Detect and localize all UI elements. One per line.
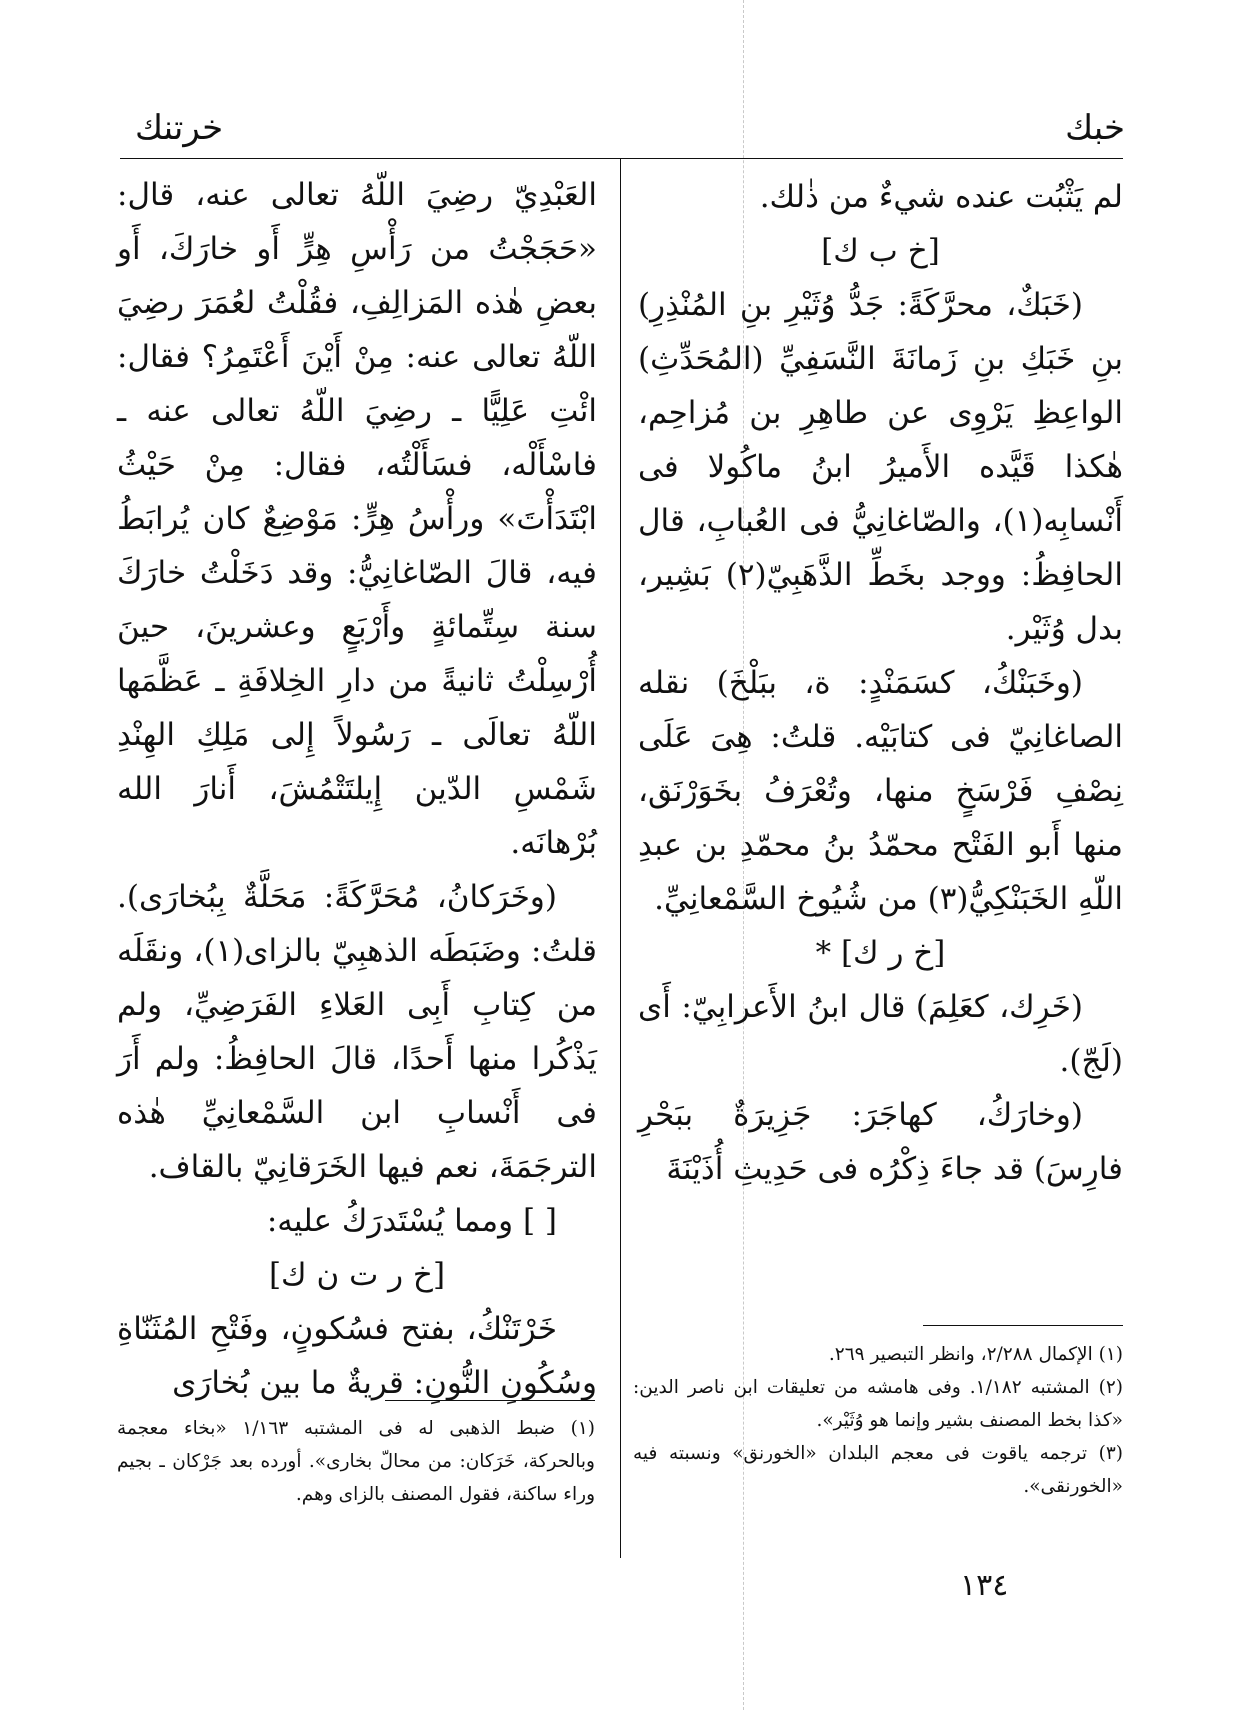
footnote: (٢) المشتبه ١/١٨٢. وفى هامشه من تعليقات ابن ناصر الدين: «كذا بخط المصنف بشير وإنما هو وُثَيْر». bbox=[633, 1377, 1123, 1431]
paragraph: (خَبَكٌ، محرَّكَةً: جَدُّ وُثَيْرِ بنِ المُنْذِرِ) بنِ خَبَكِ بنِ زَمانَةَ النَّسَفِيِّ (المُحَدِّثِ) الواعِظِ يَرْوِى عن طاهِرِ بن مُزاحِم، هٰكذا قَيَّده الأَميرُ ابنُ ماكُولا فى أَنْسابِه(١)، والصّاغانِيُّ فى العُبابِ، قال الحافِظُ: ووجد بخَطِّ الذَّهَبِيّ(٢) بَشِير، بدل وُثَيْر. bbox=[638, 287, 1123, 647]
asterisk-mark: * bbox=[815, 935, 832, 971]
footnote-rule-right bbox=[923, 1325, 1123, 1326]
footnote: (١) ضبط الذهبى له فى المشتبه ١/١٦٣ «بخاء معجمة وبالحركة، خَرَكان: من محالّ بخارى». أورده بعد جَرْكان ـ بجيم وراء ساكنة، فقول المصنف بالزاى وهم. bbox=[117, 1418, 595, 1505]
footnotes-left bbox=[117, 1412, 595, 1511]
paragraph: لم يَثْبُت عنده شيءٌ من ذٰلك. bbox=[759, 179, 1123, 215]
running-header-right: خبك bbox=[1065, 108, 1125, 148]
header-rule bbox=[120, 158, 1123, 159]
paragraph: (وخَبَنْكُ، كسَمَنْدٍ: ة، ببَلْخَ) نقله الصاغانِيّ فى كتابَيْه. قلتُ: هِىَ عَلَى نِصْفِ فَرْسَخٍ منها، وتُعْرَفُ بخَوَرْنَق، منها أَبو الفَتْح محمّدُ بنُ محمّدِ بن عبدِ اللّهِ الخَبَنْكِيُّ(٣) من شُيُوخ السَّمْعانِيِّ. bbox=[638, 665, 1123, 917]
heading-text: [خ ر ك] bbox=[840, 935, 946, 971]
paragraph: (وخارَكُ، كهاجَرَ: جَزِيرَةٌ ببَحْرِ فارِسَ) قد جاءَ ذِكْرُه فى حَدِيثِ أُذَيْنَةَ bbox=[638, 1097, 1123, 1187]
footnote: (٣) ترجمه ياقوت فى معجم البلدان «الخورنق» ونسبته فيه «الخورنقى». bbox=[633, 1443, 1123, 1497]
running-header-left: خرتنك bbox=[135, 108, 224, 148]
left-column bbox=[117, 168, 597, 1410]
footnote: (١) الإكمال ٢/٢٨٨، وانظر التبصير ٢٦٩. bbox=[828, 1344, 1123, 1365]
heading-text: [خ ر ت ن ك] bbox=[268, 1257, 446, 1293]
entry-heading bbox=[638, 224, 1123, 278]
paragraph: خَرْتَنْكُ، بفتح فسُكونٍ، وفَتْحِ المُثَنّاةِ وسُكُونِ النُّونِ: قريةٌ ما بين بُخارَى bbox=[117, 1311, 597, 1401]
paragraph: العَبْدِيّ رضِيَ اللّهُ تعالى عنه، قال: «حَجَجْتُ من رَأْسِ هِرٍّ أَو خارَكَ، أَو بعضِ هٰذه المَزالِفِ، فقُلْتُ لعُمَرَ رضِيَ اللّهُ تعالى عنه: مِنْ أَيْنَ أَعْتَمِرُ؟ فقال: ائْتِ عَلِيًّا ـ رضِيَ اللّهُ تعالى عنه ـ فاسْأَلْه، فسَأَلْتُه، فقال: مِنْ حَيْثُ ابْتَدَأْتَ» ورأْسُ هِرٍّ: مَوْضِعٌ كان يُرابَطُ فيه، قالَ الصّاغانِيُّ: وقد دَخَلْتُ خارَكَ سنة سِتِّمائةٍ وأَرْبَعٍ وعشرينَ، حينَ أُرْسِلْتُ ثانيةً من دارِ الخِلافَةِ ـ عَظَّمَها اللّهُ تعالَى ـ رَسُولاً إِلى مَلِكِ الهِنْدِ شَمْسِ الدّين إِيلتَتْمُشَ، أَنارَ الله بُرْهانَه. bbox=[117, 177, 597, 861]
paragraph: (خَرِك، كعَلِمَ) قال ابنُ الأَعرابِيّ: أَى (لَجّ). bbox=[638, 989, 1123, 1079]
heading-text: [خ ب ك] bbox=[821, 233, 940, 269]
paragraph: (وخَرَكانُ، مُحَرَّكَةً: مَحَلَّةٌ بِبُخارَى). قلتُ: وضَبَطَه الذهبِيّ بالزاى(١)، ونقَلَه من كِتابِ أَبِى العَلاءِ الفَرَضِيِّ، ولم يَذْكُرا منها أَحدًا، قالَ الحافِظُ: ولم أَرَ فى أَنْسابِ ابن السَّمْعانِيِّ هٰذه الترجَمَةَ، نعم فيها الخَرَقانِيّ بالقاف. bbox=[117, 879, 597, 1185]
footnote-rule-left bbox=[385, 1400, 595, 1401]
entry-heading bbox=[117, 1248, 597, 1302]
column-divider bbox=[620, 158, 621, 1558]
footnotes-right bbox=[633, 1338, 1123, 1503]
entry-heading bbox=[638, 926, 1123, 980]
page-number: ١٣٤ bbox=[960, 1568, 1009, 1603]
paragraph: [ ] ومما يُسْتَدرَكُ عليه: bbox=[266, 1203, 557, 1239]
right-column bbox=[638, 170, 1123, 1196]
